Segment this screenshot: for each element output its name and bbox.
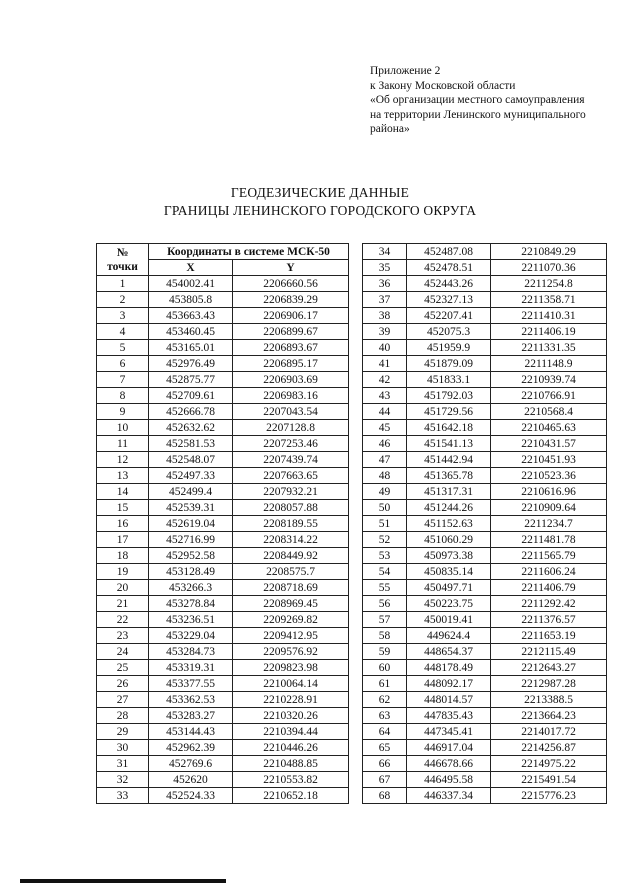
y-coordinate-cell: 2207439.74 <box>233 452 349 468</box>
x-coordinate-cell: 452478.51 <box>407 260 491 276</box>
table-row <box>363 404 607 420</box>
x-coordinate-cell: 447835.43 <box>407 708 491 724</box>
x-coordinate-cell: 453144.43 <box>149 724 233 740</box>
table-row <box>363 468 607 484</box>
table-row <box>363 340 607 356</box>
y-coordinate-cell: 2208189.55 <box>233 516 349 532</box>
point-number-cell: 57 <box>363 612 407 628</box>
point-number-cell: 7 <box>97 372 149 388</box>
point-number-cell: 5 <box>97 340 149 356</box>
y-coordinate-cell: 2213388.5 <box>491 692 607 708</box>
point-number-cell: 53 <box>363 548 407 564</box>
x-coordinate-cell: 448092.17 <box>407 676 491 692</box>
appendix-line: Приложение 2 <box>370 65 441 77</box>
x-coordinate-cell: 449624.4 <box>407 628 491 644</box>
table-row <box>97 436 349 452</box>
point-number-cell: 10 <box>97 420 149 436</box>
x-coordinate-cell: 451959.9 <box>407 340 491 356</box>
x-coordinate-cell: 452443.26 <box>407 276 491 292</box>
table-row <box>97 468 349 484</box>
y-coordinate-cell: 2206903.69 <box>233 372 349 388</box>
point-number-cell: 27 <box>97 692 149 708</box>
x-coordinate-cell: 448178.49 <box>407 660 491 676</box>
table-row <box>363 292 607 308</box>
x-coordinate-cell: 452620 <box>149 772 233 788</box>
table-row <box>97 308 349 324</box>
y-coordinate-cell: 2210766.91 <box>491 388 607 404</box>
x-coordinate-cell: 453663.43 <box>149 308 233 324</box>
table-row <box>97 564 349 580</box>
point-number-cell: 8 <box>97 388 149 404</box>
document-title <box>0 184 640 220</box>
table-row <box>97 500 349 516</box>
y-coordinate-cell: 2206899.67 <box>233 324 349 340</box>
point-number-cell: 31 <box>97 756 149 772</box>
x-coordinate-cell: 451152.63 <box>407 516 491 532</box>
point-number-cell: 28 <box>97 708 149 724</box>
table-row <box>97 740 349 756</box>
y-coordinate-cell: 2211410.31 <box>491 308 607 324</box>
x-coordinate-cell: 452709.61 <box>149 388 233 404</box>
y-coordinate-cell: 2210431.57 <box>491 436 607 452</box>
x-column-header: X <box>149 260 233 276</box>
x-coordinate-cell: 453805.8 <box>149 292 233 308</box>
y-coordinate-cell: 2206893.67 <box>233 340 349 356</box>
point-number-cell: 38 <box>363 308 407 324</box>
y-coordinate-cell: 2210909.64 <box>491 500 607 516</box>
x-coordinate-cell: 451541.13 <box>407 436 491 452</box>
table-row <box>363 772 607 788</box>
x-coordinate-cell: 452524.33 <box>149 788 233 804</box>
table-row <box>363 564 607 580</box>
point-number-cell: 55 <box>363 580 407 596</box>
point-number-cell: 43 <box>363 388 407 404</box>
coordinates-table-left <box>96 243 349 804</box>
x-coordinate-cell: 453165.01 <box>149 340 233 356</box>
table-row <box>97 292 349 308</box>
x-coordinate-cell: 451879.09 <box>407 356 491 372</box>
point-number-cell: 19 <box>97 564 149 580</box>
coordinates-group-header: Координаты в системе МСК-50 <box>149 244 349 260</box>
y-coordinate-cell: 2206895.17 <box>233 356 349 372</box>
y-column-header: Y <box>233 260 349 276</box>
x-coordinate-cell: 453283.27 <box>149 708 233 724</box>
x-coordinate-cell: 450019.41 <box>407 612 491 628</box>
point-number-header-bottom: точки <box>107 260 138 273</box>
y-coordinate-cell: 2211358.71 <box>491 292 607 308</box>
y-coordinate-cell: 2210652.18 <box>233 788 349 804</box>
y-coordinate-cell: 2210465.63 <box>491 420 607 436</box>
y-coordinate-cell: 2210394.44 <box>233 724 349 740</box>
x-coordinate-cell: 452581.53 <box>149 436 233 452</box>
table-row <box>97 324 349 340</box>
y-coordinate-cell: 2214256.87 <box>491 740 607 756</box>
point-number-cell: 39 <box>363 324 407 340</box>
table-row <box>97 372 349 388</box>
y-coordinate-cell: 2209269.82 <box>233 612 349 628</box>
y-coordinate-cell: 2215776.23 <box>491 788 607 804</box>
x-coordinate-cell: 446337.34 <box>407 788 491 804</box>
table-row <box>363 420 607 436</box>
y-coordinate-cell: 2211148.9 <box>491 356 607 372</box>
point-number-cell: 66 <box>363 756 407 772</box>
y-coordinate-cell: 2210616.96 <box>491 484 607 500</box>
x-coordinate-cell: 446678.66 <box>407 756 491 772</box>
title-line-1: ГЕОДЕЗИЧЕСКИЕ ДАННЫЕ <box>230 185 410 200</box>
point-number-cell: 41 <box>363 356 407 372</box>
y-coordinate-cell: 2208969.45 <box>233 596 349 612</box>
table-row <box>97 548 349 564</box>
table-row <box>363 484 607 500</box>
y-coordinate-cell: 2208718.69 <box>233 580 349 596</box>
x-coordinate-cell: 453278.84 <box>149 596 233 612</box>
title-line-2: ГРАНИЦЫ ЛЕНИНСКОГО ГОРОДСКОГО ОКРУГА <box>163 203 477 218</box>
table-row <box>363 372 607 388</box>
table-row <box>363 436 607 452</box>
table-row <box>97 692 349 708</box>
y-coordinate-cell: 2215491.54 <box>491 772 607 788</box>
point-number-cell: 26 <box>97 676 149 692</box>
y-coordinate-cell: 2210064.14 <box>233 676 349 692</box>
y-coordinate-cell: 2211406.79 <box>491 580 607 596</box>
coordinates-table-right <box>362 243 607 804</box>
table-row <box>97 724 349 740</box>
table-row <box>97 484 349 500</box>
table-row <box>363 628 607 644</box>
table-row <box>363 500 607 516</box>
y-coordinate-cell: 2210568.4 <box>491 404 607 420</box>
table-row <box>97 596 349 612</box>
table-row <box>363 740 607 756</box>
x-coordinate-cell: 451317.31 <box>407 484 491 500</box>
table-row <box>363 724 607 740</box>
y-coordinate-cell: 2206906.17 <box>233 308 349 324</box>
table-row <box>363 596 607 612</box>
table-row <box>97 628 349 644</box>
x-coordinate-cell: 452769.6 <box>149 756 233 772</box>
table-row <box>97 452 349 468</box>
point-number-cell: 14 <box>97 484 149 500</box>
y-coordinate-cell: 2211653.19 <box>491 628 607 644</box>
x-coordinate-cell: 452875.77 <box>149 372 233 388</box>
point-number-cell: 37 <box>363 292 407 308</box>
table-row <box>97 532 349 548</box>
y-coordinate-cell: 2210488.85 <box>233 756 349 772</box>
table-row <box>97 756 349 772</box>
table-row <box>363 276 607 292</box>
point-number-cell: 45 <box>363 420 407 436</box>
x-coordinate-cell: 451729.56 <box>407 404 491 420</box>
y-coordinate-cell: 2208449.92 <box>233 548 349 564</box>
table-row <box>97 420 349 436</box>
point-number-cell: 29 <box>97 724 149 740</box>
point-number-cell: 9 <box>97 404 149 420</box>
point-number-cell: 42 <box>363 372 407 388</box>
y-coordinate-cell: 2207128.8 <box>233 420 349 436</box>
point-number-cell: 59 <box>363 644 407 660</box>
point-number-cell: 24 <box>97 644 149 660</box>
point-number-cell: 33 <box>97 788 149 804</box>
y-coordinate-cell: 2210939.74 <box>491 372 607 388</box>
point-number-cell: 67 <box>363 772 407 788</box>
x-coordinate-cell: 451244.26 <box>407 500 491 516</box>
x-coordinate-cell: 452962.39 <box>149 740 233 756</box>
y-coordinate-cell: 2207043.54 <box>233 404 349 420</box>
x-coordinate-cell: 452548.07 <box>149 452 233 468</box>
x-coordinate-cell: 450835.14 <box>407 564 491 580</box>
x-coordinate-cell: 447345.41 <box>407 724 491 740</box>
x-coordinate-cell: 452952.58 <box>149 548 233 564</box>
y-coordinate-cell: 2207253.46 <box>233 436 349 452</box>
y-coordinate-cell: 2214975.22 <box>491 756 607 772</box>
x-coordinate-cell: 446917.04 <box>407 740 491 756</box>
y-coordinate-cell: 2207932.21 <box>233 484 349 500</box>
x-coordinate-cell: 450973.38 <box>407 548 491 564</box>
point-number-cell: 60 <box>363 660 407 676</box>
x-coordinate-cell: 450497.71 <box>407 580 491 596</box>
x-coordinate-cell: 453266.3 <box>149 580 233 596</box>
y-coordinate-cell: 2208314.22 <box>233 532 349 548</box>
table-row <box>363 676 607 692</box>
x-coordinate-cell: 448654.37 <box>407 644 491 660</box>
x-coordinate-cell: 452499.4 <box>149 484 233 500</box>
x-coordinate-cell: 451365.78 <box>407 468 491 484</box>
appendix-line: к Закону Московской области <box>370 79 516 92</box>
x-coordinate-cell: 448014.57 <box>407 692 491 708</box>
y-coordinate-cell: 2212643.27 <box>491 660 607 676</box>
table-body-right <box>363 244 607 804</box>
x-coordinate-cell: 451060.29 <box>407 532 491 548</box>
point-number-cell: 16 <box>97 516 149 532</box>
point-number-cell: 1 <box>97 276 149 292</box>
point-number-cell: 11 <box>97 436 149 452</box>
x-coordinate-cell: 453229.04 <box>149 628 233 644</box>
appendix-note <box>370 64 620 137</box>
x-coordinate-cell: 453460.45 <box>149 324 233 340</box>
x-coordinate-cell: 453362.53 <box>149 692 233 708</box>
table-row <box>363 452 607 468</box>
point-number-cell: 20 <box>97 580 149 596</box>
point-number-cell: 35 <box>363 260 407 276</box>
x-coordinate-cell: 452666.78 <box>149 404 233 420</box>
point-number-cell: 12 <box>97 452 149 468</box>
point-number-cell: 30 <box>97 740 149 756</box>
y-coordinate-cell: 2210849.29 <box>491 244 607 260</box>
y-coordinate-cell: 2212987.28 <box>491 676 607 692</box>
y-coordinate-cell: 2206660.56 <box>233 276 349 292</box>
y-coordinate-cell: 2210451.93 <box>491 452 607 468</box>
y-coordinate-cell: 2211254.8 <box>491 276 607 292</box>
y-coordinate-cell: 2211234.7 <box>491 516 607 532</box>
y-coordinate-cell: 2210228.91 <box>233 692 349 708</box>
table-row <box>97 644 349 660</box>
table-row <box>363 244 607 260</box>
y-coordinate-cell: 2210553.82 <box>233 772 349 788</box>
table-row <box>363 532 607 548</box>
y-coordinate-cell: 2214017.72 <box>491 724 607 740</box>
x-coordinate-cell: 446495.58 <box>407 772 491 788</box>
table-row <box>363 644 607 660</box>
y-coordinate-cell: 2209823.98 <box>233 660 349 676</box>
table-row <box>97 356 349 372</box>
y-coordinate-cell: 2211292.42 <box>491 596 607 612</box>
table-row <box>363 660 607 676</box>
y-coordinate-cell: 2210320.26 <box>233 708 349 724</box>
table-row <box>363 308 607 324</box>
table-row <box>363 692 607 708</box>
point-number-cell: 44 <box>363 404 407 420</box>
point-number-cell: 25 <box>97 660 149 676</box>
y-coordinate-cell: 2211481.78 <box>491 532 607 548</box>
y-coordinate-cell: 2211565.79 <box>491 548 607 564</box>
table-row <box>363 324 607 340</box>
table-row <box>97 580 349 596</box>
point-number-cell: 56 <box>363 596 407 612</box>
table-row <box>97 676 349 692</box>
x-coordinate-cell: 451792.03 <box>407 388 491 404</box>
point-number-cell: 47 <box>363 452 407 468</box>
table-row <box>97 404 349 420</box>
point-number-cell: 18 <box>97 548 149 564</box>
table-row <box>363 388 607 404</box>
table-row <box>97 612 349 628</box>
x-coordinate-cell: 452207.41 <box>407 308 491 324</box>
x-coordinate-cell: 453284.73 <box>149 644 233 660</box>
point-number-cell: 46 <box>363 436 407 452</box>
x-coordinate-cell: 453319.31 <box>149 660 233 676</box>
table-row <box>97 660 349 676</box>
table-row <box>363 612 607 628</box>
y-coordinate-cell: 2206839.29 <box>233 292 349 308</box>
y-coordinate-cell: 2210446.26 <box>233 740 349 756</box>
appendix-line: района» <box>370 123 410 135</box>
point-number-cell: 17 <box>97 532 149 548</box>
table-row <box>97 708 349 724</box>
x-coordinate-cell: 453128.49 <box>149 564 233 580</box>
point-number-cell: 48 <box>363 468 407 484</box>
table-row <box>363 356 607 372</box>
y-coordinate-cell: 2207663.65 <box>233 468 349 484</box>
point-number-cell: 4 <box>97 324 149 340</box>
x-coordinate-cell: 450223.75 <box>407 596 491 612</box>
x-coordinate-cell: 453377.55 <box>149 676 233 692</box>
point-number-cell: 21 <box>97 596 149 612</box>
table-row <box>97 516 349 532</box>
x-coordinate-cell: 452976.49 <box>149 356 233 372</box>
point-number-cell: 63 <box>363 708 407 724</box>
x-coordinate-cell: 451833.1 <box>407 372 491 388</box>
appendix-line: «Об организации местного самоуправления <box>370 94 585 106</box>
point-number-cell: 62 <box>363 692 407 708</box>
table-row <box>363 260 607 276</box>
table-row <box>363 708 607 724</box>
y-coordinate-cell: 2213664.23 <box>491 708 607 724</box>
point-number-cell: 32 <box>97 772 149 788</box>
x-coordinate-cell: 452619.04 <box>149 516 233 532</box>
point-number-cell: 34 <box>363 244 407 260</box>
y-coordinate-cell: 2209412.95 <box>233 628 349 644</box>
table-row <box>97 388 349 404</box>
table-row <box>363 516 607 532</box>
table-row <box>97 276 349 292</box>
y-coordinate-cell: 2211331.35 <box>491 340 607 356</box>
point-number-cell: 58 <box>363 628 407 644</box>
x-coordinate-cell: 452487.08 <box>407 244 491 260</box>
point-number-header <box>97 244 149 276</box>
point-number-cell: 13 <box>97 468 149 484</box>
y-coordinate-cell: 2211606.24 <box>491 564 607 580</box>
table-row <box>97 788 349 804</box>
point-number-cell: 2 <box>97 292 149 308</box>
x-coordinate-cell: 452075.3 <box>407 324 491 340</box>
table-row <box>363 548 607 564</box>
y-coordinate-cell: 2211070.36 <box>491 260 607 276</box>
point-number-cell: 22 <box>97 612 149 628</box>
x-coordinate-cell: 453236.51 <box>149 612 233 628</box>
x-coordinate-cell: 451642.18 <box>407 420 491 436</box>
point-number-cell: 52 <box>363 532 407 548</box>
y-coordinate-cell: 2211406.19 <box>491 324 607 340</box>
table-row <box>97 340 349 356</box>
point-number-cell: 61 <box>363 676 407 692</box>
y-coordinate-cell: 2208575.7 <box>233 564 349 580</box>
point-number-cell: 65 <box>363 740 407 756</box>
point-number-cell: 51 <box>363 516 407 532</box>
appendix-line: на территории Ленинского муниципального <box>370 108 586 121</box>
point-number-cell: 6 <box>97 356 149 372</box>
y-coordinate-cell: 2209576.92 <box>233 644 349 660</box>
x-coordinate-cell: 452632.62 <box>149 420 233 436</box>
table-row <box>363 580 607 596</box>
x-coordinate-cell: 452716.99 <box>149 532 233 548</box>
point-number-cell: 15 <box>97 500 149 516</box>
x-coordinate-cell: 452539.31 <box>149 500 233 516</box>
y-coordinate-cell: 2212115.49 <box>491 644 607 660</box>
point-number-cell: 54 <box>363 564 407 580</box>
table-body-left <box>97 276 349 804</box>
y-coordinate-cell: 2208057.88 <box>233 500 349 516</box>
point-number-cell: 64 <box>363 724 407 740</box>
table-row <box>363 756 607 772</box>
point-number-cell: 36 <box>363 276 407 292</box>
table-row <box>97 772 349 788</box>
point-number-cell: 3 <box>97 308 149 324</box>
x-coordinate-cell: 454002.41 <box>149 276 233 292</box>
table-row <box>363 788 607 804</box>
x-coordinate-cell: 452497.33 <box>149 468 233 484</box>
point-number-cell: 50 <box>363 500 407 516</box>
x-coordinate-cell: 451442.94 <box>407 452 491 468</box>
x-coordinate-cell: 452327.13 <box>407 292 491 308</box>
bottom-rule <box>20 879 226 883</box>
y-coordinate-cell: 2211376.57 <box>491 612 607 628</box>
y-coordinate-cell: 2210523.36 <box>491 468 607 484</box>
point-number-cell: 23 <box>97 628 149 644</box>
point-number-cell: 40 <box>363 340 407 356</box>
y-coordinate-cell: 2206983.16 <box>233 388 349 404</box>
point-number-header-top: № <box>116 246 129 259</box>
point-number-cell: 68 <box>363 788 407 804</box>
point-number-cell: 49 <box>363 484 407 500</box>
